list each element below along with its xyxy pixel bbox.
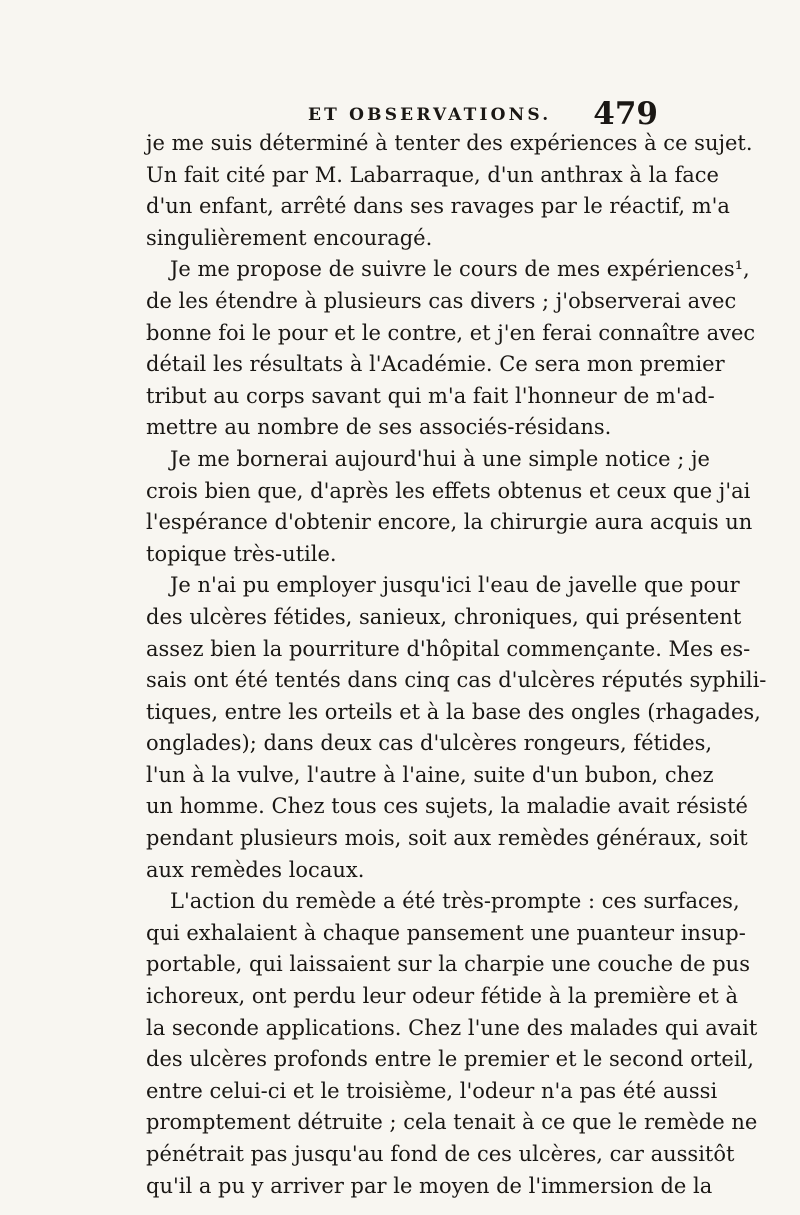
text-line: assez bien la pourriture d'hôpital commençante. Mes es- bbox=[146, 636, 751, 661]
text-line: des ulcères profonds entre le premier et le second orteil, bbox=[146, 1047, 754, 1072]
text-line: topique très-utile. bbox=[146, 541, 337, 566]
text-line: singulièrement encouragé. bbox=[146, 225, 433, 250]
text-line: de les étendre à plusieurs cas divers ; j'observerai avec bbox=[146, 288, 737, 313]
text-line: tribut au corps savant qui m'a fait l'honneur de m'ad- bbox=[146, 383, 715, 408]
text-line: l'un à la vulve, l'autre à l'aine, suite d'un bubon, chez bbox=[146, 762, 714, 787]
text-line: d'un enfant, arrêté dans ses ravages par le réactif, m'a bbox=[146, 194, 730, 219]
text-line: Je me bornerai aujourd'hui à une simple notice ; je bbox=[170, 446, 710, 471]
text-line: qui exhalaient à chaque pansement une puanteur insup- bbox=[146, 920, 746, 945]
text-line: Un fait cité par M. Labarraque, d'un anthrax à la face bbox=[146, 162, 719, 187]
page-number: 479 bbox=[593, 96, 658, 132]
text-line: des ulcères fétides, sanieux, chroniques, qui présentent bbox=[146, 604, 742, 629]
text-line: bonne foi le pour et le contre, et j'en ferai connaître avec bbox=[146, 320, 756, 345]
text-line: Je me propose de suivre le cours de mes expériences¹, bbox=[170, 257, 750, 282]
text-line: pénétrait pas jusqu'au fond de ces ulcères, car aussitôt bbox=[146, 1142, 735, 1166]
text-line: un homme. Chez tous ces sujets, la maladie avait résisté bbox=[146, 794, 748, 819]
text-line: crois bien que, d'après les effets obtenus et ceux que j'ai bbox=[146, 478, 751, 503]
text-line: tiques, entre les orteils et à la base des ongles (rhagades, bbox=[146, 699, 761, 724]
text-line: je me suis déterminé à tenter des expériences à ce sujet. bbox=[146, 131, 753, 155]
text-line: promptement détruite ; cela tenait à ce que le remède ne bbox=[146, 1110, 758, 1135]
text-line: portable, qui laissaient sur la charpie une couche de pus bbox=[146, 952, 750, 977]
text-line: la seconde applications. Chez l'une des malades qui avait bbox=[146, 1015, 758, 1040]
text-line: onglades); dans deux cas d'ulcères rongeurs, fétides, bbox=[146, 731, 713, 756]
text-line: sais ont été tentés dans cinq cas d'ulcères réputés syphili- bbox=[146, 668, 767, 693]
text-line: entre celui-ci et le troisième, l'odeur n'a pas été aussi bbox=[146, 1078, 718, 1103]
text-line: qu'il a pu y arriver par le moyen de l'immersion de la bbox=[146, 1173, 713, 1198]
text-line: mettre au nombre de ses associés-résidans. bbox=[146, 415, 612, 440]
text-line: ichoreux, ont perdu leur odeur fétide à la première et à bbox=[146, 984, 738, 1009]
text-line: détail les résultats à l'Académie. Ce sera mon premier bbox=[146, 352, 725, 377]
text-line: aux remèdes locaux. bbox=[146, 857, 365, 882]
text-line: l'espérance d'obtenir encore, la chirurgie aura acquis un bbox=[146, 510, 753, 535]
body-text bbox=[146, 128, 767, 1202]
text-line: pendant plusieurs mois, soit aux remèdes généraux, soit bbox=[146, 826, 748, 851]
text-line: L'action du remède a été très-prompte : ces surfaces, bbox=[170, 889, 740, 914]
running-title: ET OBSERVATIONS. bbox=[308, 105, 552, 125]
text-line: Je n'ai pu employer jusqu'ici l'eau de javelle que pour bbox=[170, 573, 740, 598]
